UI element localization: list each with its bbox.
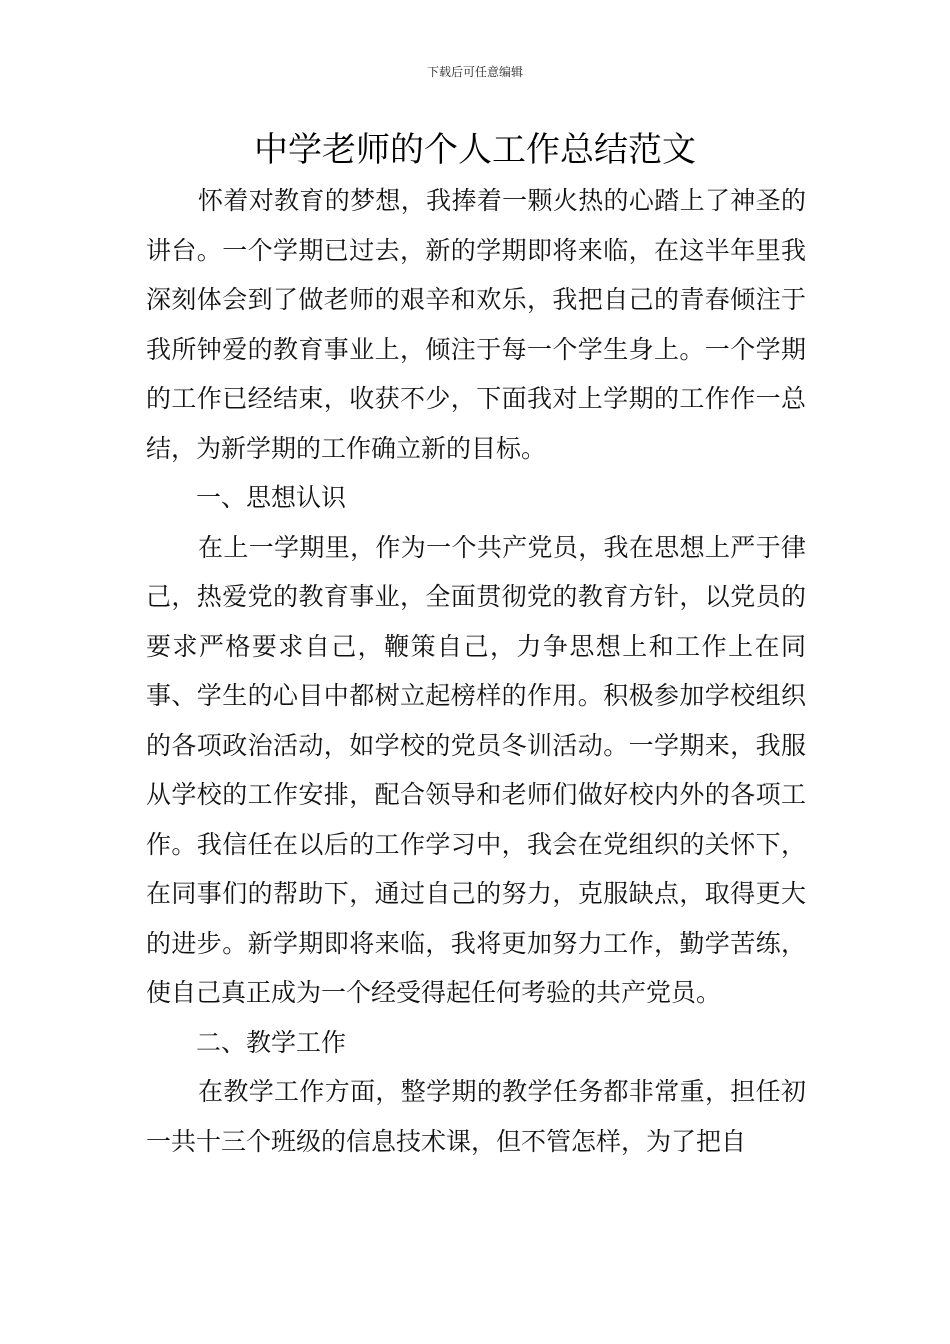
document-title: 中学老师的个人工作总结范文	[254, 130, 696, 170]
teaching-paragraph: 在教学工作方面，整学期的教学任务都非常重，担任初一共十三个班级的信息技术课，但不管怎样，为了把自	[146, 1077, 806, 1156]
thought-paragraph: 在上一学期里，作为一个共产党员，我在思想上严于律己，热爱党的教育事业，全面贯彻党的教育方针，以党员的要求严格要求自己，鞭策自己，力争思想上和工作上在同事、学生的心目中都树立起榜样的作用。积极参加学校组织的各项政治活动，如学校的党员冬训活动。一学期来，我服从学校的工作安排，配合领导和老师们做好校内外的各项工作。我信任在以后的工作学习中，我会在党组织的关怀下，在同事们的帮助下，通过自己的努力，克服缺点，取得更大的进步。新学期即将来临，我将更加努力工作，勤学苦练，使自己真正成为一个经受得起任何考验的共产党员。	[146, 532, 806, 1007]
intro-paragraph: 怀着对教育的梦想，我捧着一颗火热的心踏上了神圣的讲台。一个学期已过去，新的学期即将来临，在这半年里我深刻体会到了做老师的艰辛和欢乐，我把自己的青春倾注于我所钟爱的教育事业上，倾注于每一个学生身上。一个学期的工作已经结束，收获不少，下面我对上学期的工作作一总结，为新学期的工作确立新的目标。	[146, 186, 806, 463]
section-heading-teaching: 二、教学工作	[196, 1027, 347, 1057]
header-note: 下载后可任意编辑	[426, 65, 523, 79]
document-body	[146, 176, 806, 1166]
section-heading-thought: 一、思想认识	[196, 483, 347, 512]
